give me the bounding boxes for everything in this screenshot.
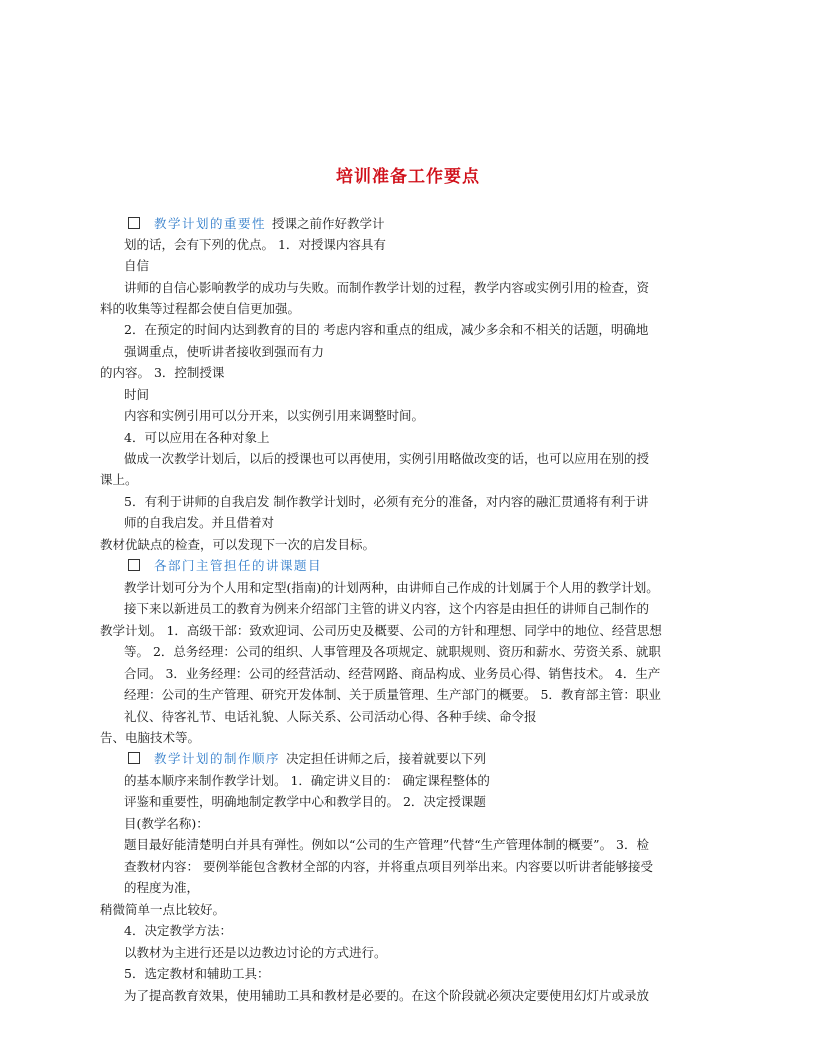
line-text: 教学计划。 1．高级干部：致欢迎词、公司历史及概要、公司的方针和理想、同学中的地位、经营思想 bbox=[100, 623, 662, 638]
text-line bbox=[124, 793, 486, 811]
line-text: 课上。 bbox=[100, 472, 138, 487]
text-line bbox=[124, 343, 324, 361]
text-line bbox=[124, 858, 653, 876]
text-line bbox=[124, 514, 274, 532]
line-text: 告、电脑技术等。 bbox=[100, 730, 201, 745]
section-heading-line bbox=[128, 215, 385, 233]
text-line bbox=[124, 407, 424, 425]
line-text: 5．选定教材和辅助工具： bbox=[124, 966, 270, 981]
text-line bbox=[124, 600, 649, 618]
line-text: 目(教学名称)： bbox=[124, 816, 209, 831]
line-text: 师的自我启发。并且借着对 bbox=[124, 515, 275, 530]
text-line bbox=[124, 836, 649, 854]
page-title: 培训准备工作要点 bbox=[336, 167, 480, 187]
text-line bbox=[124, 922, 232, 940]
text-line bbox=[100, 622, 662, 640]
text-line bbox=[100, 364, 224, 382]
section-heading-line bbox=[128, 557, 328, 575]
line-text: 经理：公司的生产管理、研究开发体制、关于质量管理、生产部门的概要。 5．教育部主管：职业 bbox=[124, 687, 661, 702]
text-line bbox=[124, 236, 386, 254]
text-line bbox=[100, 536, 375, 554]
text-line bbox=[124, 257, 149, 275]
line-text: 4．可以应用在各种对象上 bbox=[124, 430, 270, 445]
section-heading: 各部门主管担任的讲课题目 bbox=[154, 558, 323, 573]
text-line bbox=[124, 321, 648, 339]
line-text: 稍微简单一点比较好。 bbox=[100, 902, 226, 917]
line-text: 内容和实例引用可以分开来，以实例引用来调整时间。 bbox=[124, 408, 425, 423]
line-text: 评鉴和重要性，明确地制定教学中心和教学目的。 2．决定授课题 bbox=[124, 794, 486, 809]
text-line bbox=[124, 987, 649, 1005]
line-text: 2．在预定的时间内达到教育的目的 考虑内容和重点的组成，减少多余和不相关的话题，明确地 bbox=[124, 322, 649, 337]
line-text: 4．决定教学方法： bbox=[124, 923, 232, 938]
section-heading-line bbox=[128, 750, 486, 768]
text-line bbox=[124, 944, 387, 962]
text-line bbox=[100, 901, 225, 919]
line-text: 题目最好能清楚明白并具有弹性。例如以“公司的生产管理”代替“生产管理体制的概要”。 3．检 bbox=[124, 837, 649, 852]
line-text: 自信 bbox=[124, 258, 150, 273]
line-text: 的内容。 3．控制授课 bbox=[100, 365, 225, 380]
line-text: 教学计划可分为个人用和定型(指南)的计划两种，由讲师自己作成的计划属于个人用的教学计划。 bbox=[124, 580, 659, 595]
line-text: 决定担任讲师之后，接着就要以下列 bbox=[286, 751, 487, 766]
text-line bbox=[124, 965, 269, 983]
text-line bbox=[124, 879, 199, 897]
text-line bbox=[124, 708, 537, 726]
checkbox-icon bbox=[128, 217, 140, 229]
text-line bbox=[100, 300, 300, 318]
text-line bbox=[100, 729, 200, 747]
section-heading: 教学计划的制作顺序 bbox=[154, 751, 281, 766]
line-text: 讲师的自信心影响教学的成功与失败。而制作教学计划的过程，教学内容或实例引用的检查，资 bbox=[124, 280, 650, 295]
text-line bbox=[124, 815, 209, 833]
text-line bbox=[124, 579, 659, 597]
line-text: 做成一次教学计划后，以后的授课也可以再使用，实例引用略做改变的话，也可以应用在别的授 bbox=[124, 451, 650, 466]
line-text: 划的话，会有下列的优点。 1．对授课内容具有 bbox=[124, 237, 386, 252]
line-text: 时间 bbox=[124, 387, 150, 402]
text-line bbox=[124, 279, 649, 297]
text-line bbox=[124, 643, 661, 661]
text-line bbox=[124, 686, 661, 704]
line-text: 等。 2．总务经理：公司的组织、人事管理及各项规定、就职规则、资历和薪水、劳资关系、就职 bbox=[124, 644, 661, 659]
text-line bbox=[124, 386, 149, 404]
line-text: 为了提高教育效果，使用辅助工具和教材是必要的。在这个阶段就必须决定要使用幻灯片或录放 bbox=[124, 988, 650, 1003]
line-text: 查教材内容： 要例举能包含教材全部的内容，并将重点项目列举出来。内容要以听讲者能够接受 bbox=[124, 859, 653, 874]
text-line bbox=[124, 450, 649, 468]
section-heading: 教学计划的重要性 bbox=[154, 216, 267, 231]
line-text: 接下来以新进员工的教育为例来介绍部门主管的讲义内容，这个内容是由担任的讲师自己制作的 bbox=[124, 601, 650, 616]
text-line bbox=[124, 493, 648, 511]
checkbox-icon bbox=[128, 559, 140, 571]
line-text: 教材优缺点的检查，可以发现下一次的启发目标。 bbox=[100, 537, 376, 552]
checkbox-icon bbox=[128, 752, 140, 764]
line-text: 以教材为主进行还是以边教边讨论的方式进行。 bbox=[124, 945, 387, 960]
text-line bbox=[124, 429, 269, 447]
line-text: 5．有利于讲师的自我启发 制作教学计划时，必须有充分的准备，对内容的融汇贯通将有利于讲 bbox=[124, 494, 649, 509]
line-text: 强调重点，使听讲者接收到强而有力 bbox=[124, 344, 325, 359]
line-text: 礼仪、待客礼节、电话礼貌、人际关系、公司活动心得、各种手续、命令报 bbox=[124, 709, 537, 724]
line-text: 授课之前作好教学计 bbox=[272, 216, 385, 231]
line-text: 料的收集等过程都会使自信更加强。 bbox=[100, 301, 301, 316]
text-line bbox=[124, 665, 660, 683]
line-text: 合同。 3．业务经理：公司的经营活动、经营网路、商品构成、业务员心得、销售技术。 4．生产 bbox=[124, 666, 661, 681]
text-line bbox=[100, 471, 138, 489]
line-text: 的程度为准， bbox=[124, 880, 200, 895]
text-line bbox=[124, 772, 490, 790]
line-text: 的基本顺序来制作教学计划。 1．确定讲义目的： 确定课程整体的 bbox=[124, 773, 490, 788]
